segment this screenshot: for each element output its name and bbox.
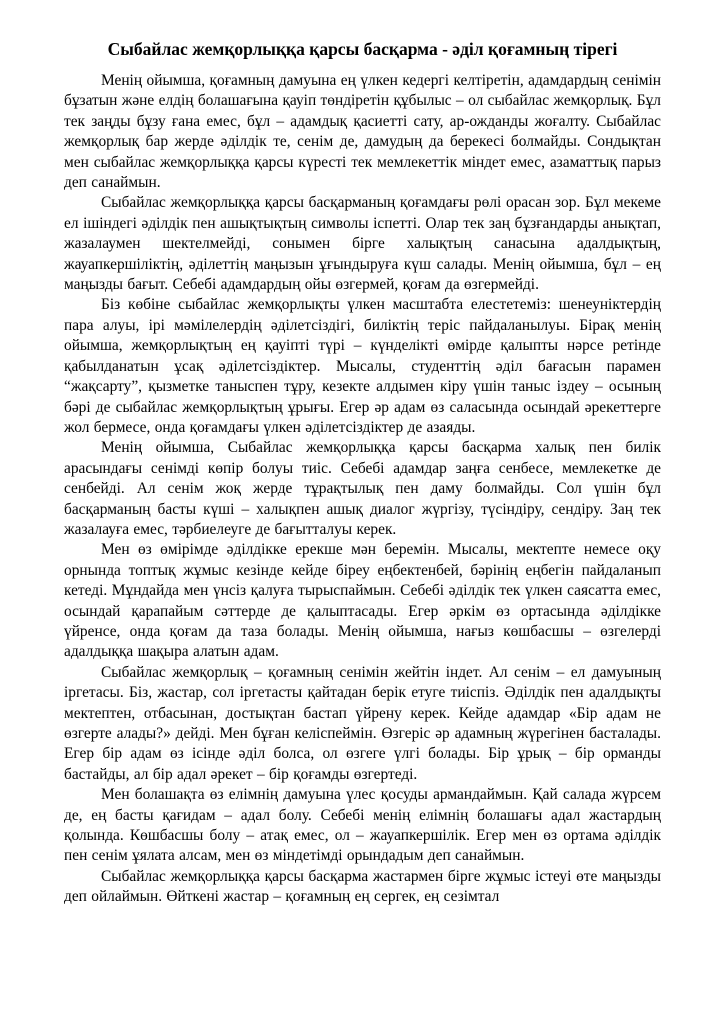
essay-body [64, 71, 661, 908]
paragraph-2: Сыбайлас жемқорлыққа қарсы басқарманың қоғамдағы рөлі орасан зор. Бұл мекеме ел ішіндегі әділдік пен ашықтықтың символы іспетті. Олар тек заң бұзғандарды анықтап, жазалаумен шектелмейді, сонымен бірге халықтың санасына адалдықтың, жауапкершіліктің, әділеттің маңызын ұғындыруға күш салады. Менің ойымша, бұл – ең маңызды бағыт. Себебі адамдардың ойы өзгермей, қоғам да өзгермейді. [64, 194, 661, 294]
paragraph-7: Мен болашақта өз елімнің дамуына үлес қосуды армандаймын. Қай салада жүрсем де, ең басты қағидам – адал болу. Себебі менің елімнің болашағы адал жастардың қолында. Көшбасшы болу – атақ емес, ол – жауапкершілік. Егер мен өз ортама әділдік пен сенім ұялата алсам, мен өз міндетімді орындадым деп санаймын. [64, 786, 661, 865]
paragraph-4: Менің ойымша, Сыбайлас жемқорлыққа қарсы басқарма халық пен билік арасындағы сенімді көпір болуы тиіс. Себебі адамдар заңға сенбесе, мемлекетке де сенбейді. Ал сенім жоқ жерде тұрақтылық пен даму болмайды. Сол үшін бұл басқарманың басты күші – халықпен ашық диалог жүргізу, түсіндіру, сендіру. Заң тек жазалауға емес, тәрбиелеуге де бағытталуы керек. [64, 439, 661, 538]
paragraph-5: Мен өз өмірімде әділдікке ерекше мән беремін. Мысалы, мектепте немесе оқу орнында топтық жұмыс кезінде кейде біреу еңбектенбей, бәрінің еңбегін пайдаланып кетеді. Мұндайда мен үнсіз қалуға тырыспаймын. Себебі әділдік тек үлкен саясатта емес, осындай қарапайым сәттерде де қалыптасады. Егер әркім өз ортасында әділдікке үйренсе, онда қоғам да таза болады. Менің ойымша, нағыз көшбасшы – өзгелерді адалдыққа шақыра алатын адам. [64, 541, 661, 661]
document-title: Сыбайлас жемқорлыққа қарсы басқарма - әділ қоғамның тірегі [107, 39, 618, 59]
paragraph-8: Сыбайлас жемқорлыққа қарсы басқарма жастармен бірге жұмыс істеуі өте маңызды деп ойлаймын. Өйткені жастар – қоғамның ең сергек, ең сезімтал [64, 867, 661, 906]
paragraph-3: Біз көбіне сыбайлас жемқорлықты үлкен масштабта елестетеміз: шенеуніктердің пара алуы, ірі мәмілелердің әділетсіздігі, биліктің теріс пайдаланылуы. Бірақ менің ойымша, жемқорлықтың ең қауіпті түрі – күнделікті өмірде қалыпты нәрсе ретінде қабылданатын ұсақ әділетсіздіктер. Мысалы, студенттің әділ бағасын парамен “жақсарту”, қызметке таныспен тұру, кезекте алдымен кіру үшін таныс іздеу – осының бәрі де сыбайлас жемқорлықтың ұрығы. Егер әр адам өз саласында осындай әрекеттерге жол бермесе, онда қоғамдағы үлкен әділетсіздіктер де азаяды. [64, 296, 661, 436]
paragraph-1: Менің ойымша, қоғамның дамуына ең үлкен кедергі келтіретін, адамдардың сенімін бұзатын және елдің болашағына қауіп төндіретін құбылыс – ол сыбайлас жемқорлық. Бұл тек заңды бұзу ғана емес, бұл – адамдық қасиетті сату, ар-ожданды жоғалту. Сыбайлас жемқорлық бар жерде әділдік те, сенім де, дамудың да берекесі болмайды. Сондықтан мен сыбайлас жемқорлыққа қарсы күресті тек мемлекеттік міндет емес, азаматтық парыз деп санаймын. [64, 72, 661, 192]
paragraph-6: Сыбайлас жемқорлық – қоғамның сенімін жейтін індет. Ал сенім – ел дамуының іргетасы. Біз, жастар, сол іргетасты қайтадан берік етуге тиіспіз. Әділдік пен адалдықты мектептен, отбасынан, достықтан бастап үйрену керек. Кейде адамдар «Бір адам не өзгерте алады?» дейді. Мен бұған келіспеймін. Өзгеріс әр адамның жүрегінен басталады. Егер бір адам өз ісінде әділ болса, ол өзгеге үлгі болады. Бір ұрық – бір орманды бастайды, ал бір адал әрекет – бір қоғамды өзгертеді. [64, 663, 661, 783]
